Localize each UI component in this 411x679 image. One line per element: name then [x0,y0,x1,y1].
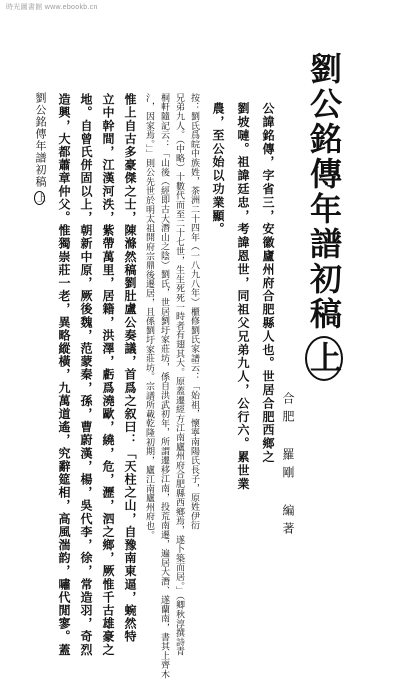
note-line-1: 按：劉氏爲皖中族姓，茶洲二十四年（一八九八年）櫃修劉氏家譜云：「始祖，懷寧南陽氏長子，原姓伊衍 [189,93,199,531]
watermark: 時光圖書館 www.ebookb.cn [6,4,98,11]
note-line-3: 桐軒隨記云：「山後（經即古大潛山之陰）劉氏，世居劉圩家莊坊，係自洪武初年，所謂遷移江南，投荒南遷，遍居大潛、遂蘭南，書其上齊木 [159,93,169,679]
book-title [305,52,343,381]
main-text-line-1: 公諱銘傳，字省三，安徽廬州府合肥縣人也。世居合肥西鄉之 [261,102,275,464]
note-line-4: 氵，因家焉。」」則公先世於明太祖開府宗鼎後遷居，且係劉圩家莊坊。宗譜所載乾隆初期，廬江南廬州府也。 [144,93,154,540]
main-text-2-line-3: 地。自曾氏併固以上，朝新中原，厥後魏，范蒙秦，孫，曹蔚漢，楊，吳代李，徐，常造羽，奇烈 [79,93,93,657]
volume-mark: 上 [305,336,343,381]
running-title-text: 劉公銘傳年譜初稿 [34,92,47,188]
main-text-2-line-2: 立中幹間，江漢河泆，紫帶萬里，居籍，洪澤，虧爲澆歐，繞，危，瀝，泗之鄉，厥惟千古雄豪之 [101,93,115,657]
running-volume-mark: 上 [35,193,45,203]
author-credit: 合肥 羅剛 編著 [281,392,295,540]
main-text-2-line-4: 造興，大都蕭章仲父。惟獨崇莊一老，異略縱橫，九萬道遙，究辭筵相，高風湍韵，嘯代閒寥。蓋 [57,93,71,657]
main-text-line-2: 劉坡嗹。祖諱廷忠，考諱恩世，同祖父兄弟九人，公行六。累世業 [236,102,250,491]
note-line-2: 兄弟九人。（中略）十數代而至二十七世，生生死死一時者有翅其大。原蓋遷經方江南廬州府合肥縣西鄉焉，遂卜築而居。」（卿秋淳撰詩青 [174,93,184,657]
main-text-2-line-1: 惟上自古多豪傑之士，陳滌然稿劉肚盧公奏議，首爲之叙曰：「天柱之山，自豫南東逼，蜿然特 [123,93,137,644]
main-text-line-3: 農，至公始以功業顯。 [211,102,225,236]
title-text: 劉公銘傳年譜初稿 [305,52,343,332]
running-title [34,92,46,205]
